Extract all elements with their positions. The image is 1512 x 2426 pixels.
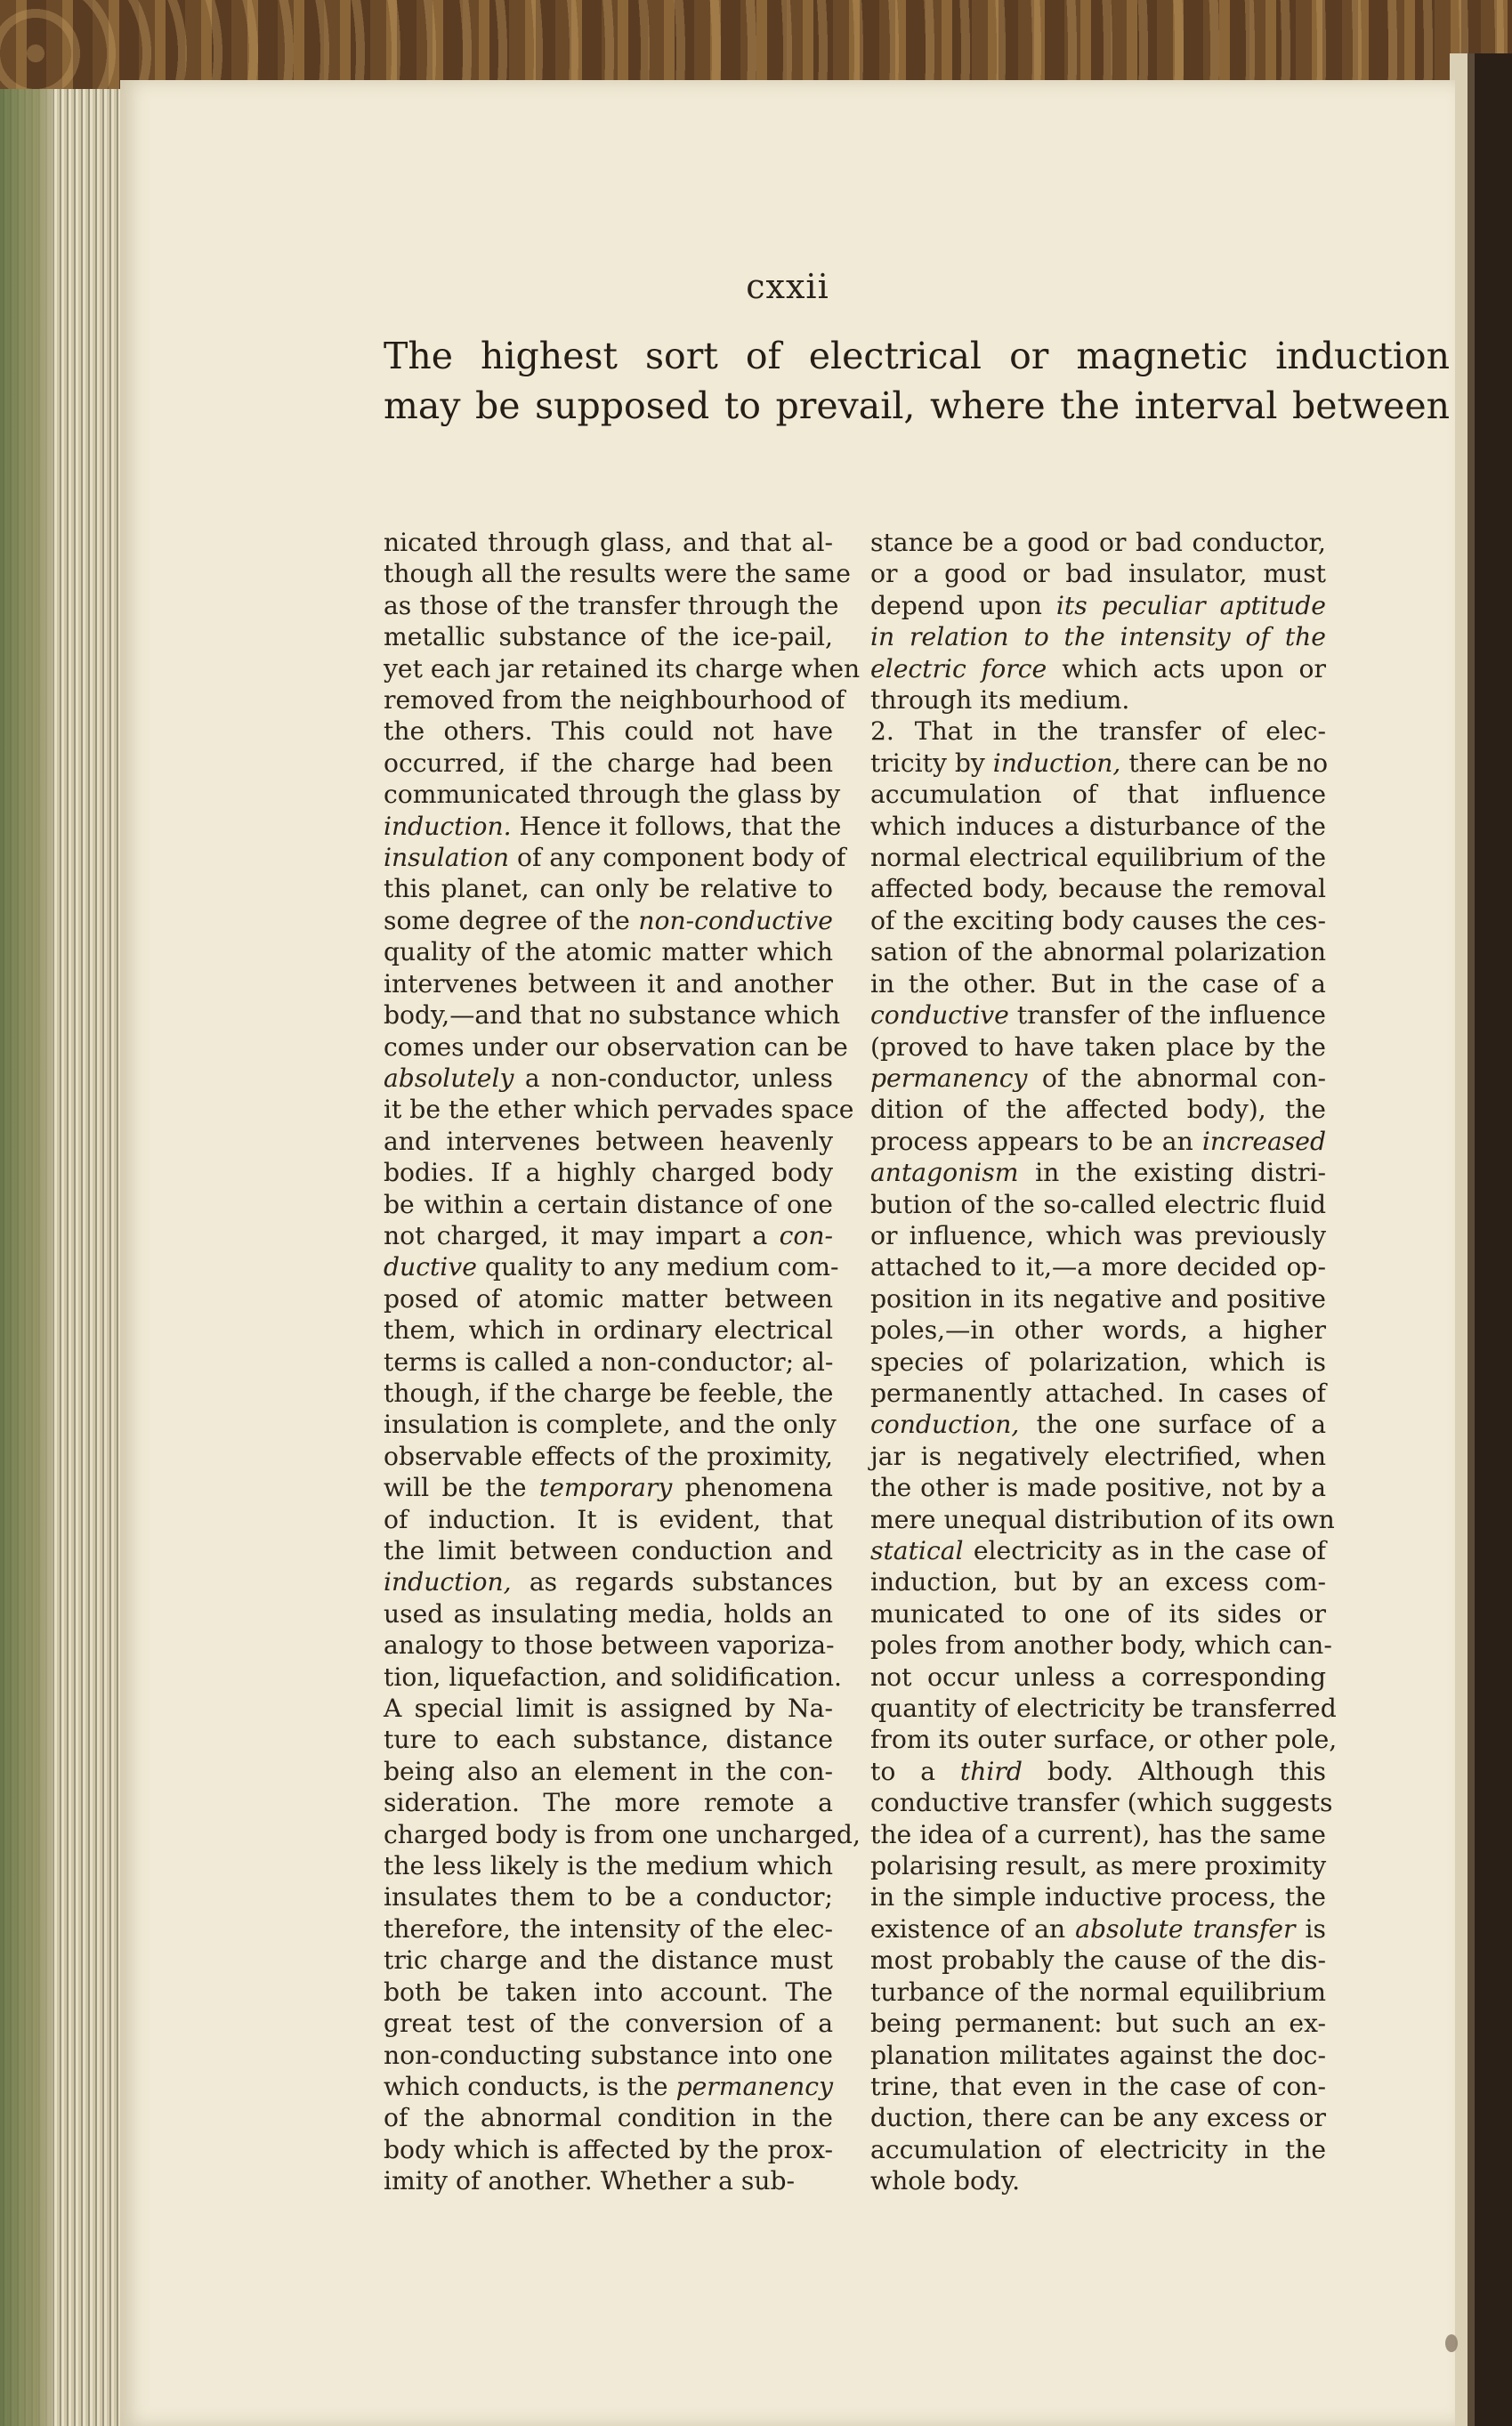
text-line <box>870 1283 1326 1314</box>
text-line <box>870 621 1326 652</box>
text-line <box>384 1283 833 1314</box>
text-segment: affected body, because the removal <box>870 874 1326 904</box>
text-line <box>384 1819 861 1850</box>
text-line <box>384 1787 833 1818</box>
italic-text: statical <box>870 1536 964 1565</box>
text-line <box>384 1378 833 1409</box>
italic-text: conduction, <box>870 1410 1020 1440</box>
text-segment: insulates them to be a conductor; <box>384 1882 833 1912</box>
text-segment: tricity by <box>870 748 993 778</box>
text-line <box>870 1693 1337 1724</box>
text-segment: normal electrical equilibrium of the <box>870 843 1326 873</box>
text-line <box>384 1063 833 1094</box>
text-segment: non-conducting substance into one <box>384 2040 833 2070</box>
right-text-column <box>870 527 1338 2197</box>
text-line <box>870 1220 1326 1251</box>
text-segment: accumulation of that influence <box>870 780 1326 810</box>
italic-text: its peculiar aptitude <box>1055 590 1326 620</box>
text-segment: A special limit is assigned by Na- <box>384 1694 833 1724</box>
text-line <box>870 1441 1326 1472</box>
text-segment: both be taken into account. The <box>384 1977 833 2007</box>
text-segment: ture to each substance, distance <box>384 1725 833 1755</box>
text-line <box>384 1251 839 1282</box>
text-segment: a non-conductor, unless <box>513 1063 833 1093</box>
text-segment: will be the <box>384 1473 539 1503</box>
text-line <box>870 1031 1326 1063</box>
text-segment: through its medium. <box>870 685 1130 716</box>
italic-text: induction, <box>992 748 1121 778</box>
text-line <box>870 1472 1326 1503</box>
text-segment: phenomena <box>672 1473 833 1503</box>
text-segment: turbance of the normal equilibrium <box>870 1977 1326 2007</box>
text-segment: there can be no <box>1120 748 1329 778</box>
text-line <box>384 1598 833 1629</box>
text-segment: conductive transfer (which suggests <box>870 1788 1333 1818</box>
text-segment: of the abnormal con- <box>1027 1063 1326 1093</box>
text-line <box>870 1094 1326 1125</box>
text-line <box>870 1819 1326 1850</box>
text-line <box>870 2102 1326 2133</box>
page-number: cxxii <box>746 267 829 306</box>
text-line <box>870 936 1326 967</box>
italic-text: antagonism <box>870 1158 1019 1188</box>
text-segment: not charged, it may impart a <box>384 1220 780 1250</box>
text-segment: existence of an <box>870 1913 1076 1944</box>
italic-text: induction. <box>384 811 512 841</box>
text-segment: being also an element in the con- <box>384 1756 833 1786</box>
text-segment: analogy to those between vaporiza- <box>384 1630 835 1661</box>
text-line <box>384 2165 833 2196</box>
italic-text: in relation to the intensity of the <box>870 622 1326 652</box>
text-line <box>870 1504 1335 1535</box>
text-segment: quantity of electricity be transferred <box>870 1694 1337 1724</box>
text-line <box>384 1724 833 1755</box>
text-segment: great test of the conversion of a <box>384 2009 833 2039</box>
text-line <box>384 1346 833 1378</box>
italic-text: permanency <box>870 1063 1028 1093</box>
text-line <box>384 2071 833 2102</box>
text-segment: quality to any medium com- <box>476 1252 839 1282</box>
text-segment: position in its negative and positive <box>870 1283 1326 1314</box>
text-segment: trine, that even in the case of con- <box>870 2071 1326 2101</box>
text-line <box>384 968 833 999</box>
text-segment: charged body is from one uncharged, <box>384 1819 861 1849</box>
text-line <box>384 1504 833 1535</box>
left-text-column <box>384 527 861 2197</box>
text-segment: yet each jar retained its charge when <box>384 653 861 683</box>
text-line <box>384 1441 833 1472</box>
text-segment: which acts upon or <box>1047 653 1326 683</box>
text-line <box>384 1126 833 1157</box>
text-line <box>870 2165 1326 2196</box>
text-line <box>870 1126 1326 1157</box>
text-line <box>870 1756 1326 1787</box>
italic-text: conductive <box>870 1000 1009 1031</box>
text-line <box>384 1220 833 1251</box>
text-line <box>870 2071 1326 2102</box>
text-line <box>870 1409 1326 1440</box>
text-segment: permanently attached. In cases of <box>870 1378 1326 1408</box>
text-line <box>870 1157 1326 1188</box>
text-line <box>870 968 1326 999</box>
text-line <box>870 1913 1326 1945</box>
text-line <box>870 558 1326 589</box>
text-segment: some degree of the <box>384 905 639 935</box>
text-segment: sideration. The more remote a <box>384 1788 833 1818</box>
text-segment: metallic substance of the ice-pail, <box>384 622 833 652</box>
text-line <box>870 1063 1326 1094</box>
text-segment: depend upon <box>870 590 1056 620</box>
text-line <box>384 2102 833 2133</box>
text-segment: observable effects of the proximity, <box>384 1441 833 1471</box>
text-segment: the one surface of a <box>1019 1410 1326 1440</box>
text-line <box>384 1850 833 1881</box>
text-line <box>870 1724 1338 1755</box>
text-line <box>384 716 833 747</box>
text-line <box>384 2134 833 2165</box>
text-segment: which induces a disturbance of the <box>870 811 1326 841</box>
text-segment: though all the results were the same <box>384 559 851 589</box>
text-segment: the others. This could not have <box>384 716 833 747</box>
text-line <box>384 527 833 558</box>
text-line <box>870 2008 1326 2039</box>
text-line <box>384 1566 833 1597</box>
text-line <box>870 1251 1326 1282</box>
text-segment: in the simple inductive process, the <box>870 1882 1326 1912</box>
italic-text: permanency <box>675 2071 833 2101</box>
text-segment: communicated through the glass by <box>384 780 841 810</box>
text-segment: imity of another. Whether a sub- <box>384 2166 796 2196</box>
text-line <box>384 2040 833 2071</box>
text-line <box>384 590 839 621</box>
text-line <box>870 590 1326 621</box>
italic-text: temporary <box>538 1473 673 1503</box>
text-line <box>384 905 833 936</box>
text-segment: most probably the cause of the dis- <box>870 1945 1326 1976</box>
text-line <box>384 1977 833 2008</box>
text-line <box>384 1756 833 1787</box>
text-segment: posed of atomic matter between <box>384 1283 833 1314</box>
text-line <box>870 653 1326 684</box>
text-line <box>384 1945 833 1976</box>
text-segment: municated to one of its sides or <box>870 1598 1326 1629</box>
text-line <box>384 999 841 1031</box>
text-segment: bodies. If a highly charged body <box>384 1158 833 1188</box>
text-line <box>384 1031 848 1063</box>
text-line <box>384 2008 833 2039</box>
text-line <box>870 1977 1326 2008</box>
text-segment: the less likely is the medium which <box>384 1851 833 1881</box>
text-segment: 2. That in the transfer of elec- <box>870 716 1326 747</box>
book-binding <box>0 89 53 2426</box>
headline-line: The highest sort of electrical or magnetic induction <box>384 335 1450 377</box>
text-line <box>870 1881 1326 1912</box>
text-segment: insulation is complete, and the only <box>384 1410 837 1440</box>
text-segment: accumulation of electricity in the <box>870 2134 1326 2164</box>
text-segment: of induction. It is evident, that <box>384 1504 833 1534</box>
text-segment: from its outer surface, or other pole, <box>870 1725 1338 1755</box>
italic-text: absolutely <box>384 1063 514 1093</box>
text-segment: of the exciting body causes the ces- <box>870 905 1326 935</box>
text-segment: being permanent: but such an ex- <box>870 2009 1326 2039</box>
text-line <box>870 999 1326 1031</box>
text-segment: it be the ether which pervades space <box>384 1095 854 1125</box>
italic-text: insulation <box>384 843 510 873</box>
text-line <box>870 1378 1326 1409</box>
text-line <box>870 1566 1326 1597</box>
italic-text: induction, <box>384 1567 512 1597</box>
text-line <box>870 527 1326 558</box>
text-segment: induction, but by an excess com- <box>870 1567 1326 1597</box>
text-segment: therefore, the intensity of the elec- <box>384 1913 833 1944</box>
text-segment: species of polarization, which is <box>870 1346 1326 1377</box>
text-segment: comes under our observation can be <box>384 1031 848 1062</box>
page-headline <box>384 331 1450 431</box>
text-line <box>870 748 1329 779</box>
text-segment: this planet, can only be relative to <box>384 874 833 904</box>
text-line <box>384 1472 833 1503</box>
text-line <box>870 684 1326 716</box>
book-page <box>120 80 1455 2426</box>
text-line <box>384 842 846 873</box>
text-line <box>870 1598 1326 1629</box>
text-segment: not occur unless a corresponding <box>870 1662 1326 1692</box>
text-line <box>870 1850 1326 1881</box>
text-segment: process appears to be an <box>870 1126 1202 1156</box>
text-line <box>384 779 841 810</box>
text-segment: nicated through glass, and that al- <box>384 528 833 557</box>
text-line <box>870 1535 1326 1566</box>
text-segment: body which is affected by the prox- <box>384 2134 833 2164</box>
text-segment: the limit between conduction and <box>384 1536 833 1565</box>
text-segment: quality of the atomic matter which <box>384 937 833 967</box>
headline-line: may be supposed to prevail, where the interval between <box>384 384 1450 427</box>
text-line <box>870 1787 1333 1818</box>
text-segment: which conducts, is the <box>384 2071 676 2101</box>
text-segment: tric charge and the distance must <box>384 1945 833 1976</box>
text-line <box>384 1094 854 1125</box>
text-segment: though, if the charge be feeble, the <box>384 1378 834 1408</box>
text-segment: occurred, if the charge had been <box>384 748 833 778</box>
text-segment: of the abnormal condition in the <box>384 2103 833 2133</box>
text-segment: them, which in ordinary electrical <box>384 1315 833 1346</box>
text-segment: as those of the transfer through the <box>384 590 839 620</box>
text-line <box>384 1409 837 1440</box>
text-line <box>384 1189 833 1220</box>
text-segment: terms is called a non-conductor; al- <box>384 1346 834 1377</box>
text-line <box>870 905 1326 936</box>
text-line <box>870 2134 1326 2165</box>
text-segment: body. Although this <box>1022 1756 1326 1786</box>
text-line <box>870 1189 1326 1220</box>
text-segment: or influence, which was previously <box>870 1220 1326 1250</box>
text-line <box>384 1913 833 1945</box>
text-segment: of any component body of <box>509 843 846 873</box>
text-segment: attached to it,—a more decided op- <box>870 1252 1326 1282</box>
text-segment: bution of the so-called electric fluid <box>870 1189 1326 1219</box>
text-line <box>384 873 833 904</box>
text-line <box>870 779 1326 810</box>
text-segment: used as insulating media, holds an <box>384 1598 833 1629</box>
text-line <box>384 653 861 684</box>
text-line <box>384 621 833 652</box>
text-line <box>384 748 833 779</box>
text-line <box>384 1881 833 1912</box>
text-line <box>870 1945 1326 1976</box>
text-segment: and intervenes between heavenly <box>384 1126 833 1156</box>
text-segment: mere unequal distribution of its own <box>870 1504 1335 1534</box>
text-segment: or a good or bad insulator, must <box>870 559 1326 589</box>
text-segment: polarising result, as mere proximity <box>870 1851 1327 1881</box>
right-page-edge <box>1450 53 1512 2426</box>
text-line <box>870 2040 1326 2071</box>
text-segment: intervenes between it and another <box>384 968 833 999</box>
text-segment: as regards substances <box>511 1567 833 1597</box>
text-segment: tion, liquefaction, and solidification. <box>384 1662 843 1692</box>
text-line <box>870 811 1326 842</box>
text-line <box>870 1662 1326 1693</box>
text-segment: duction, there can be any excess or <box>870 2103 1326 2133</box>
italic-text: increased <box>1201 1126 1326 1156</box>
text-line <box>870 1629 1332 1661</box>
text-segment: jar is negatively electrified, when <box>870 1441 1326 1471</box>
text-segment: removed from the neighbourhood of <box>384 685 845 716</box>
italic-text: third <box>959 1756 1023 1786</box>
text-line <box>384 1629 833 1661</box>
text-segment: sation of the abnormal polarization <box>870 937 1326 967</box>
text-segment: (proved to have taken place by the <box>870 1031 1326 1062</box>
text-segment: in the other. But in the case of a <box>870 968 1326 999</box>
text-segment: Hence it follows, that the <box>511 811 842 841</box>
text-segment: dition of the affected body), the <box>870 1095 1326 1125</box>
text-segment: planation militates against the doc- <box>870 2040 1326 2070</box>
text-segment: poles,—in other words, a higher <box>870 1315 1326 1346</box>
text-line <box>384 1662 843 1693</box>
ink-stain <box>1445 2334 1458 2352</box>
text-line <box>384 1535 833 1566</box>
italic-text: ductive <box>384 1252 477 1282</box>
text-line <box>384 936 833 967</box>
text-line <box>384 1693 833 1724</box>
text-segment: the idea of a current), has the same <box>870 1819 1326 1849</box>
text-segment: stance be a good or bad conductor, <box>870 528 1326 557</box>
text-line <box>870 716 1326 747</box>
text-line <box>870 842 1326 873</box>
text-line <box>870 1314 1326 1346</box>
text-line <box>384 811 842 842</box>
text-line <box>384 684 845 716</box>
italic-text: con- <box>779 1220 833 1250</box>
text-segment: to a <box>870 1756 960 1786</box>
italic-text: electric force <box>870 653 1047 683</box>
text-segment: transfer of the influence <box>1008 1000 1326 1031</box>
italic-text: absolute transfer <box>1075 1913 1296 1944</box>
text-segment: body,—and that no substance which <box>384 1000 841 1031</box>
text-segment: in the existing distri- <box>1018 1158 1326 1188</box>
text-line <box>384 1314 833 1346</box>
text-segment: be within a certain distance of one <box>384 1189 833 1219</box>
text-line <box>384 1157 833 1188</box>
text-line <box>870 1346 1326 1378</box>
text-segment: poles from another body, which can- <box>870 1630 1332 1661</box>
text-line <box>870 873 1326 904</box>
text-segment: is <box>1295 1913 1326 1944</box>
text-segment: electricity as in the case of <box>963 1536 1326 1565</box>
text-segment: the other is made positive, not by a <box>870 1473 1326 1503</box>
text-line <box>384 558 851 589</box>
text-segment: whole body. <box>870 2166 1021 2196</box>
italic-text: non-conductive <box>638 905 833 935</box>
